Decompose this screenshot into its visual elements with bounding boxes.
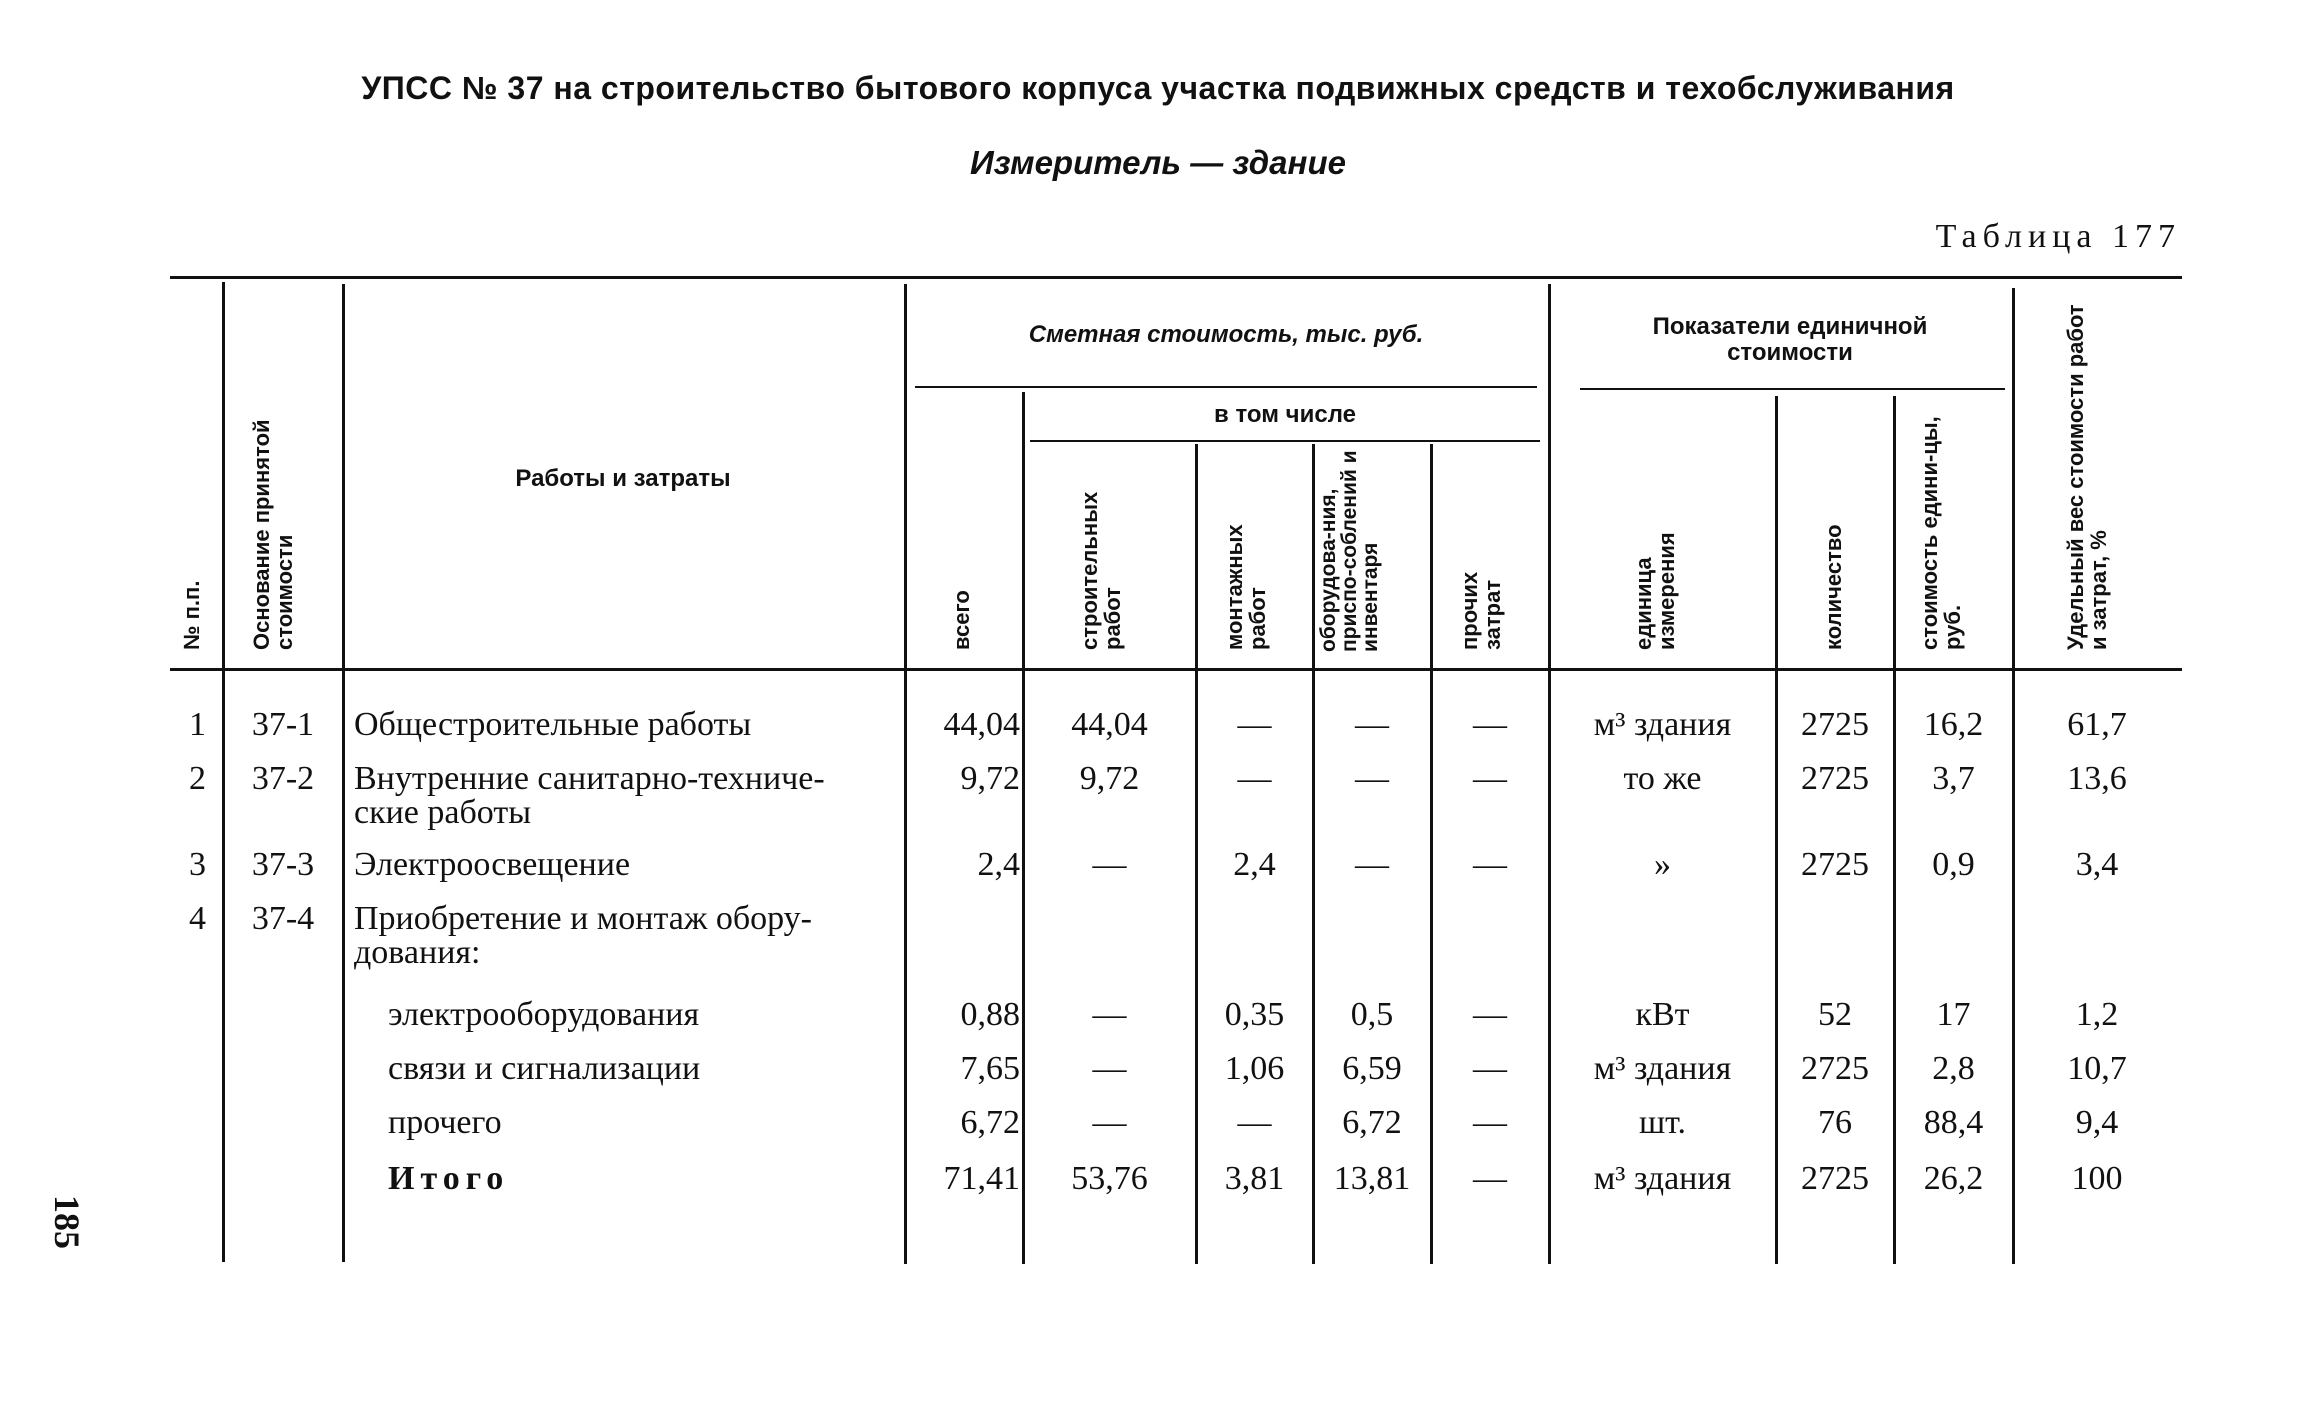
cell-basis: 37-1: [251, 706, 315, 743]
col-sep-basis: [222, 282, 225, 1262]
cell-unit: м³ здания: [1593, 1160, 1732, 1197]
cell-ucost: 16,2: [1923, 706, 1984, 743]
cell-other: —: [1473, 706, 1507, 743]
col-sep-total: [904, 284, 907, 1264]
cell-work-continued: ские работы: [354, 794, 532, 831]
cell-work: Общестроительные работы: [354, 706, 752, 743]
cell-qty: 2725: [1801, 760, 1869, 797]
page-number: 185: [47, 1195, 87, 1249]
cell-num: 4: [189, 900, 206, 937]
cell-unit: кВт: [1635, 996, 1690, 1033]
header-works: Работы и затраты: [515, 465, 731, 492]
header-cost-group: Сметная стоимость, тыс. руб.: [1028, 321, 1424, 348]
table-top-rule: [170, 276, 2182, 279]
cell-num: 1: [189, 706, 206, 743]
header-incl: в том числе: [1214, 401, 1356, 428]
cell-qty: 2725: [1801, 706, 1869, 743]
header-num: № п.п.: [179, 580, 204, 650]
cell-share: 9,4: [2075, 1104, 2119, 1141]
cell-constr: 53,76: [1071, 1160, 1148, 1197]
cell-ucost: 88,4: [1923, 1104, 1984, 1141]
cell-share: 13,6: [2067, 760, 2127, 797]
col-sep-other: [1430, 444, 1433, 1264]
cell-basis: 37-3: [251, 846, 315, 883]
cell-other: —: [1473, 996, 1507, 1033]
header-basis-text: Основание принятой стоимости: [249, 419, 297, 650]
cell-constr: —: [1092, 1104, 1127, 1141]
col-sep-ucost: [1893, 396, 1896, 1264]
cell-total: 9,72: [960, 760, 1020, 797]
header-unit-cost-text: стоимость едини-цы, руб.: [1917, 416, 1965, 650]
cell-constr: —: [1092, 996, 1127, 1033]
cell-share: 100: [2071, 1160, 2123, 1197]
cell-num: 2: [189, 760, 206, 797]
header-other: [1458, 500, 1504, 650]
cell-num: 3: [189, 846, 206, 883]
header-unit-text: единица измерения: [1631, 532, 1679, 650]
cell-work: Электроосвещение: [354, 846, 631, 883]
cell-other: —: [1473, 1050, 1507, 1087]
measure-subtitle: Измеритель — здание: [970, 144, 1346, 181]
cell-work: Внутренние санитарно-техниче-: [354, 760, 825, 797]
cell-constr: 9,72: [1079, 760, 1140, 797]
cell-qty: 2725: [1801, 1050, 1869, 1087]
header-basis: [250, 330, 296, 650]
cell-ucost: 17: [1936, 996, 1971, 1033]
header-total: всего: [949, 590, 974, 650]
cost-group-rule: [915, 386, 1537, 388]
cell-other: —: [1473, 846, 1507, 883]
cell-qty: 2725: [1801, 846, 1869, 883]
header-equipment: [1318, 442, 1381, 652]
table-label: Таблица 177: [1935, 218, 2181, 255]
page-title: УПСС № 37 на строительство бытового корпуса участка подвижных средств и техобслуживания: [361, 70, 1955, 106]
cell-share: 3,4: [2075, 846, 2119, 883]
cell-work-continued: дования:: [354, 934, 481, 971]
header-qty: количество: [1821, 524, 1846, 650]
cell-unit: »: [1654, 846, 1671, 883]
cell-total: 2,4: [977, 846, 1020, 883]
header-unit-group: Показатели единичной стоимости: [1652, 313, 1928, 366]
cell-basis: 37-2: [251, 760, 315, 797]
cell-share: 1,2: [2075, 996, 2119, 1033]
cell-total: 0,88: [960, 996, 1020, 1033]
cell-work: электрооборудования: [388, 996, 700, 1033]
cell-work: прочего: [388, 1104, 502, 1141]
cell-equip: —: [1355, 760, 1389, 797]
cell-qty: 52: [1818, 996, 1852, 1033]
header-other-text: прочих затрат: [1457, 571, 1505, 650]
cell-constr: —: [1092, 1050, 1127, 1087]
cell-ucost: 26,2: [1923, 1160, 1984, 1197]
col-sep-unit: [1548, 284, 1551, 1264]
cell-unit: то же: [1623, 760, 1702, 797]
cell-ucost: 2,8: [1932, 1050, 1975, 1087]
col-sep-share: [2012, 288, 2015, 1264]
header-bottom-rule: [170, 668, 2182, 671]
cell-equip: 6,72: [1342, 1104, 1402, 1141]
cell-unit: шт.: [1639, 1104, 1686, 1141]
cell-assembly: —: [1237, 1104, 1272, 1141]
cell-constr: 44,04: [1071, 706, 1148, 743]
cell-total: 7,65: [960, 1050, 1020, 1087]
header-share-text: Удельный вес стоимости работ и затрат, %: [2063, 304, 2111, 650]
cell-ucost: 3,7: [1932, 760, 1975, 797]
col-sep-works: [342, 284, 345, 1262]
cell-total: 44,04: [943, 706, 1020, 743]
cell-constr: —: [1092, 846, 1127, 883]
header-construction: [1078, 440, 1124, 650]
cell-equip: —: [1355, 846, 1389, 883]
cell-assembly: —: [1237, 760, 1272, 797]
header-share: [2064, 290, 2110, 650]
cell-other: —: [1473, 1104, 1507, 1141]
cell-equip: 6,59: [1342, 1050, 1402, 1087]
cell-basis: 37-4: [251, 900, 315, 937]
cell-assembly: 1,06: [1224, 1050, 1285, 1087]
cell-total: 6,72: [960, 1104, 1020, 1141]
col-sep-equip: [1312, 444, 1315, 1264]
cell-assembly: 3,81: [1224, 1160, 1285, 1197]
cell-equip: 13,81: [1333, 1160, 1411, 1197]
cell-equip: 0,5: [1350, 996, 1394, 1033]
cell-work: связи и сигнализации: [388, 1050, 701, 1087]
col-sep-assembly: [1195, 444, 1198, 1264]
header-unit-cost: [1918, 390, 1964, 650]
cell-qty: 2725: [1801, 1160, 1869, 1197]
cell-total: 71,41: [943, 1160, 1020, 1197]
header-assembly-text: монтажных работ: [1222, 524, 1270, 650]
cell-other: —: [1473, 760, 1507, 797]
header-assembly: [1223, 470, 1269, 650]
cell-qty: 76: [1818, 1104, 1852, 1141]
header-construction-text: строительных работ: [1077, 491, 1125, 650]
cell-unit: м³ здания: [1593, 1050, 1732, 1087]
header-equipment-text: оборудова-ния, приспо-соблений и инвентаря: [1317, 450, 1382, 652]
cell-equip: —: [1355, 706, 1389, 743]
cell-other: —: [1473, 1160, 1507, 1197]
cell-ucost: 0,9: [1932, 846, 1975, 883]
col-sep-qty: [1775, 396, 1778, 1264]
cell-assembly: 0,35: [1224, 996, 1285, 1033]
header-unit: [1632, 480, 1678, 650]
cell-assembly: —: [1237, 706, 1272, 743]
cell-share: 61,7: [2067, 706, 2127, 743]
cell-work: Итого: [388, 1160, 510, 1197]
cell-share: 10,7: [2067, 1050, 2127, 1087]
col-sep-constr: [1022, 392, 1025, 1264]
cell-unit: м³ здания: [1593, 706, 1732, 743]
cell-work: Приобретение и монтаж обору-: [354, 900, 813, 937]
cell-assembly: 2,4: [1233, 846, 1276, 883]
